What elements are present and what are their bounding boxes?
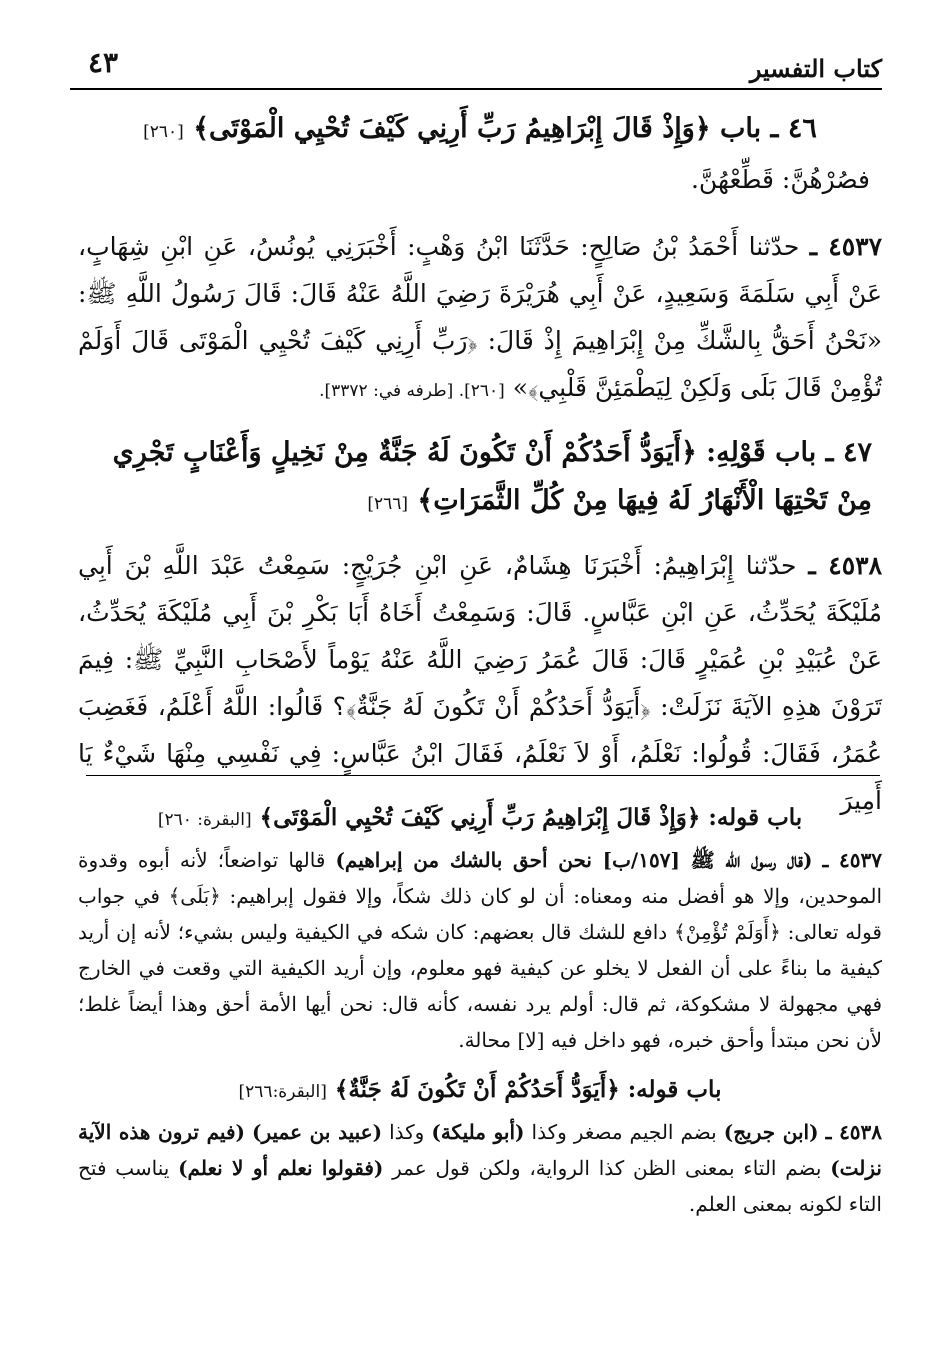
- hadith-4537-text: حدّثنا أَحْمَدُ بْنُ صَالِحٍ: حَدَّثَنَا ابْنُ وَهْبٍ: أَخْبَرَنِي يُونُسُ، عَنِ ابْنِ شِهَابٍ، عَنْ أَبِي سَلَمَةَ وَسَعِيدٍ، عَنْ أَبِي هُرَيْرَةَ رَضِيَ اللَّهُ عَنْهُ قَالَ: قَالَ رَسُولُ اللَّهِ ﷺ: «نَحْنُ أَحَقُّ بِالشَّكِّ مِنْ إِبْرَاهِيمَ إِذْ قَالَ: ﴿رَبِّ أَرِنِي كَيْفَ تُحْيِي الْمَوْتَى قَالَ أَوَلَمْ تُؤْمِنْ قَالَ بَلَى وَلَكِنْ لِيَطْمَئِنَّ قَلْبِي﴾»: [78, 232, 882, 402]
- commentary-title-1: [78, 796, 882, 842]
- commentary-4538-part-9: (فقولوا نعلم أو لا نعلم): [178, 1156, 384, 1180]
- commentary-4538-part-4: وكذا: [382, 1120, 432, 1144]
- book-title: كتاب التفسير: [749, 54, 882, 83]
- commentary-4538-part-10: يناسب فتح التاء لكونه بمعنى العلم.: [78, 1156, 882, 1216]
- commentary-4537-text: قالها تواضعاً؛ لأنه أبوه وقدوة الموحدين، وإلا هو أفضل منه ومعناه: أن لو كان ذلك شكاً، وإلا فقول إبراهيم: ﴿بَلَى﴾ في جواب قوله تعالى: ﴿أَوَلَمْ تُؤْمِنْ﴾ دافع للشك قال بعضهم: كان شكه في الكيفية وليس بشيء؛ لأنه إن أريد كيفية ما بناءً على أن الفعل لا يخلو عن كيفية فهو معلوم، وإن أريد الكيفية التي وقعت في الخارج فهي مجهولة لا مشكوكة، ثم قال: أولم يرد نفسه، كأنه قال: نحن أيها الأمة أحق وهذا أيضاً غلط؛ لأن نحن مبتدأ وأحق خبره، فهو داخل فيه [لا] محالة.: [78, 848, 882, 1052]
- chapter-46-heading: ٤٦ ـ باب ﴿وَإِذْ قَالَ إِبْرَاهِيمُ رَبِّ أَرِنِي كَيْفَ تُحْيِي الْمَوْتَى﴾: [193, 113, 817, 144]
- commentary-title-2-reference: [البقرة:٢٦٦]: [238, 1082, 327, 1102]
- commentary-4538-part-6: [245, 1120, 252, 1144]
- main-text: [78, 105, 882, 824]
- commentary-4538-part-1: (ابن جريج): [723, 1120, 819, 1144]
- commentary-title-2: [78, 1068, 882, 1114]
- chapter-47-reference: [٢٦٦]: [367, 494, 409, 514]
- hadith-4538-text: حدّثنا إِبْرَاهِيمُ: أَخْبَرَنَا هِشَامٌ، عَنِ ابْنِ جُرَيْجٍ: سَمِعْتُ عَبْدَ اللَّهِ بْنَ أَبِي مُلَيْكَةَ يُحَدِّثُ، عَنِ ابْنِ عَبَّاسٍ. قَالَ: وَسَمِعْتُ أَخَاهُ أَبَا بَكْرِ بْنَ أَبِي مُلَيْكَةَ يُحَدِّثُ، عَنْ عُبَيْدِ بْنِ عُمَيْرٍ قَالَ: قَالَ عُمَرُ رَضِيَ اللَّهُ عَنْهُ يَوْماً لأَصْحَابِ النَّبِيِّ ﷺ: فِيمَ تَرَوْنَ هذِهِ الآيَةَ نَزَلَتْ: ﴿أَيَوَدُّ أَحَدُكُمْ أَنْ تَكُونَ لَهُ جَنَّةٌ﴾؟ قَالُوا: اللَّهُ أَعْلَمُ، فَغَضِبَ عُمَرُ، فَقَالَ: قُولُوا: نَعْلَمُ، أَوْ لاَ نَعْلَمُ، فَقَالَ ابْنُ عَبَّاسٍ: فِي نَفْسِي مِنْهَا شَيْءٌ يَا أَمِيرَ: [78, 551, 882, 815]
- commentary-4538-part-5: (عبيد بن عمير): [252, 1120, 383, 1144]
- chapter-47-heading: ٤٧ ـ باب قَوْلِهِ: ﴿أَيَوَدُّ أَحَدُكُمْ أَنْ تَكُونَ لَهُ جَنَّةٌ مِنْ نَخِيلٍ وَأَعْنَابٍ تَجْرِي مِنْ تَحْتِهَا الْأَنْهَارُ لَهُ فِيهَا مِنْ كُلِّ الثَّمَرَاتِ﴾: [112, 437, 872, 516]
- chapter-46-gloss: فصُرْهُنَّ: قَطِّعْهُنَّ.: [690, 165, 870, 194]
- commentary-title-1-text: باب قوله: ﴿وَإِذْ قَالَ إِبْرَاهِيمُ رَبِّ أَرِنِي كَيْفَ تُحْيِي الْمَوْتَى﴾: [259, 804, 803, 831]
- hadith-4537-reference: [٢٦٠]. [طرفه في: ٣٣٧٢].: [319, 381, 505, 401]
- commentary-4537-lead: (قال رسول الله ﷺ [١٥٧/ب] نحن أحق بالشك من إبراهيم): [335, 848, 813, 872]
- hadith-4538: [78, 542, 882, 824]
- commentary-4537-number: ٤٥٣٧ ـ: [822, 848, 883, 872]
- chapter-46-title: [78, 105, 882, 156]
- hadith-4537: [78, 223, 882, 415]
- commentary-title-2-text: باب قوله: ﴿أَيَوَدُّ أَحَدُكُمْ أَنْ تَكُونَ لَهُ جَنَّةٌ﴾: [334, 1076, 722, 1103]
- hadith-4537-number: ٤٥٣٧ ـ: [809, 232, 882, 261]
- commentary-4538-part-2: بضم الجيم مصغر وكذا: [524, 1120, 724, 1144]
- hadith-4538-number: ٤٥٣٨ ـ: [808, 551, 882, 580]
- footnote-divider: [86, 775, 880, 776]
- page-number: ٤٣: [88, 46, 119, 79]
- commentary-4537: [78, 842, 882, 1058]
- commentary: [78, 796, 882, 1222]
- commentary-4538-number: ٤٥٣٨ ـ: [825, 1120, 883, 1144]
- commentary-title-1-reference: [البقرة: ٢٦٠]: [157, 810, 252, 830]
- chapter-46-reference: [٢٦٠]: [143, 122, 184, 142]
- chapter-47-title: [78, 429, 882, 528]
- commentary-4538: [78, 1114, 882, 1222]
- header-rule: [70, 88, 882, 90]
- commentary-4538-part-7: (فيم ترون هذه الآية نزلت): [78, 1120, 882, 1180]
- commentary-4538-part-8: بضم التاء بمعنى الظن كذا الرواية، ولكن قول عمر: [383, 1156, 831, 1180]
- commentary-4538-part-3: (أبو مليكة): [431, 1120, 525, 1144]
- page-header: [70, 40, 882, 90]
